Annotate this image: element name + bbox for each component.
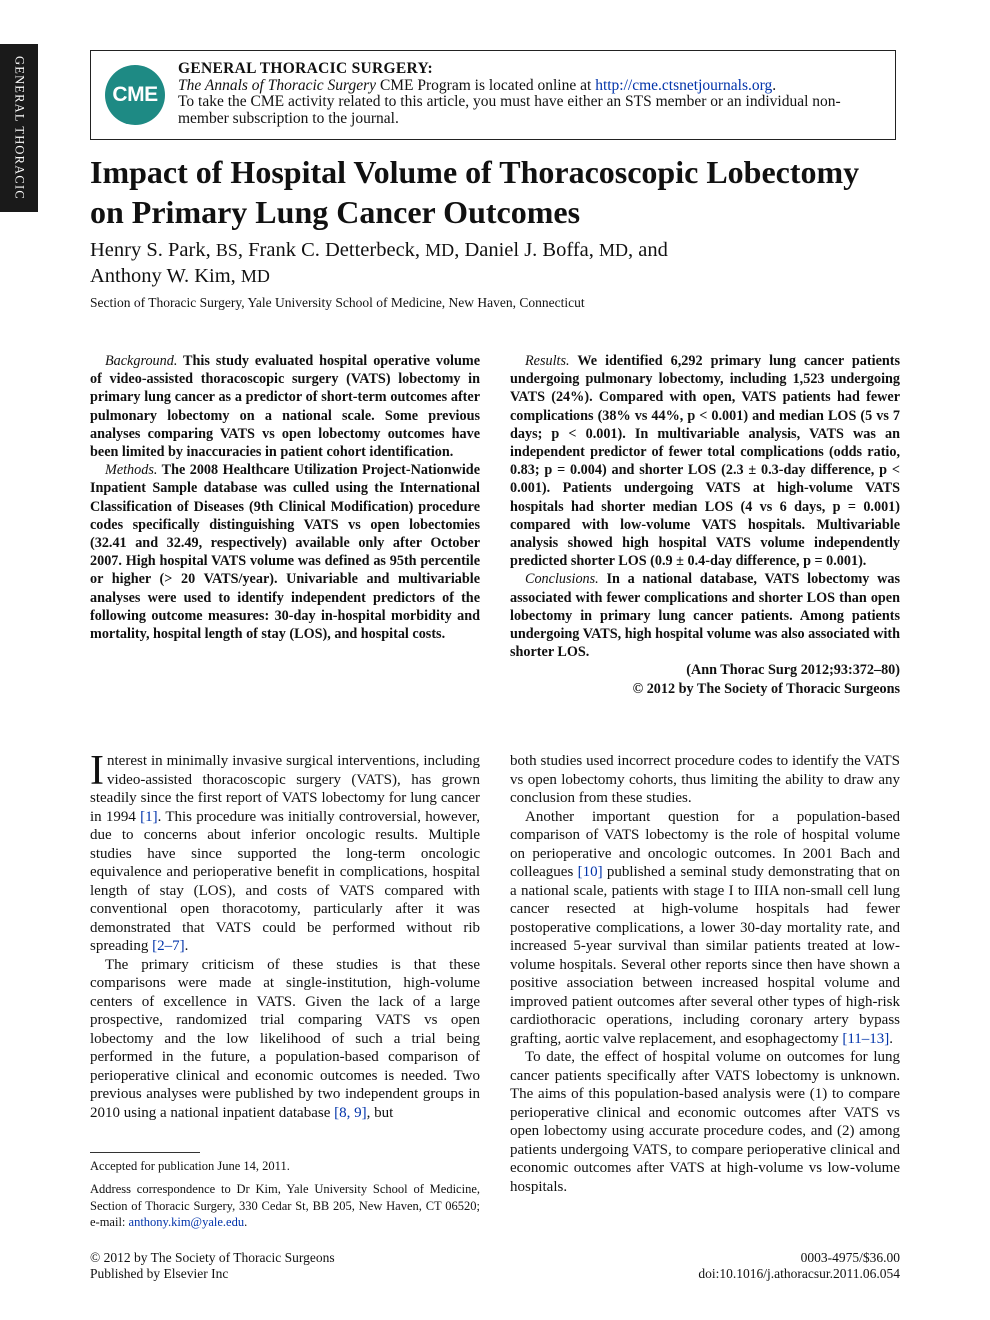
footnote-divider <box>90 1152 200 1153</box>
author-name: Frank C. Detterbeck <box>248 239 415 261</box>
cme-heading: GENERAL THORACIC SURGERY: <box>178 60 434 77</box>
body-paragraph <box>90 956 480 1123</box>
abstract-background <box>90 352 480 461</box>
abstract-text: In a national database, VATS lobectomy was associated with fewer complications and shorter LOS than open lobectomy in primary lung cancer patients. Among patients undergoing VATS, high hospital volume was also associated with shorter LOS. <box>510 571 900 661</box>
affiliation: Section of Thoracic Surgery, Yale University School of Medicine, New Haven, Connecticut <box>90 295 585 310</box>
body-text: The primary criticism of these studies is that these comparisons were made at single-institution, high-volume centers of excellence in VATS. Given the lack of a large prospective, randomized trial comparing VATS vs open lobectomy and the low likelihood of such a trial being performed in the future, a population-based comparison of perioperative clinical and economic outcomes is needed. Two previous analyses were published by two independent groups in 2010 using a national inpatient database <box>90 956 480 1121</box>
footnote-text <box>90 1181 480 1231</box>
cme-journal-name: The Annals of Thoracic Surgery <box>178 76 377 94</box>
cme-notice-text <box>178 61 884 127</box>
body-paragraph <box>510 808 900 1049</box>
body-text: published a seminal study demonstrating that on a national scale, patients with stage I to IIIA non-small cell lung cancer resected at high-volume hospitals had fewer postoperative complications, a lower 30-day mortality rate, and increased 5-year survival than similar patients treated at low-volume hospitals. Several other reports since then have shown a positive association between increased hospital volume and improved patient outcomes after several other types of high-risk cardiothoracic operations, including coronary artery bypass grafting, aortic valve replacement, and esophagectomy <box>510 864 900 1047</box>
abstract-text: This study evaluated hospital operative volume of video-assisted thoracoscopic surgery (VATS) lobectomy in primary lung cancer as a predictor of short-term outcomes after pulmonary lobectomy on a national scale. Some previous analyses comparing VATS vs open lobectomy outcomes have been limited by inaccuracies in patient cohort identification. <box>90 353 480 461</box>
author-name: Henry S. Park <box>90 239 206 261</box>
cme-line-2: To take the CME activity related to this article, you must have either an STS member or an individual non-member subscription to the journal. <box>178 93 841 127</box>
reference-link[interactable]: [1] <box>140 808 158 825</box>
body-text: , but <box>366 1104 394 1121</box>
cme-notice-box <box>90 50 896 140</box>
footer-publisher: Published by Elsevier Inc <box>90 1266 229 1281</box>
abstract-conclusions <box>510 570 900 661</box>
footer-doi: doi:10.1016/j.athoracsur.2011.06.054 <box>698 1266 900 1281</box>
abstract-right-column <box>510 352 900 698</box>
author-separator: , and <box>628 239 668 261</box>
correspondence-end: . <box>244 1215 248 1229</box>
body-text: . <box>889 1030 894 1047</box>
reference-link[interactable]: [10] <box>577 864 603 880</box>
cme-logo-icon: CME <box>105 65 165 125</box>
footer-right <box>698 1250 900 1282</box>
author-degree: MD <box>240 266 270 286</box>
cme-url-link[interactable]: http://cme.ctsnetjournals.org <box>595 76 773 94</box>
body-text: . <box>184 938 189 954</box>
body-text: nterest in minimally invasive surgical interventions, including video-assisted thoracoscopic surgery (VATS), has grown steadily since the first report of VATS lobectomy for lung cancer in 1994 <box>90 753 480 825</box>
body-right-column <box>510 752 900 1196</box>
author-name: Daniel J. Boffa <box>464 239 589 261</box>
footer-copyright: © 2012 by The Society of Thoracic Surgeons <box>90 1250 335 1265</box>
author-name: Anthony W. Kim <box>90 265 231 287</box>
abstract-label: Methods. <box>105 462 158 479</box>
section-side-tab <box>0 44 38 212</box>
abstract-text: The 2008 Healthcare Utilization Project-Nationwide Inpatient Sample database was culled using the International Classification of Diseases (9th Clinical Modification) procedure codes specifically distinguishing VATS vs open lobectomies (32.41 and 32.49, respectively) available only after October 2007. High hospital VATS volume was defined as 95th percentile or higher (> 20 VATS/year). Univariable and multivariable analyses were used to identify independent predictors of the following outcome measures: 30-day in-hospital morbidity and mortality, hospital length of stay (LOS), and hospital costs. <box>90 462 480 643</box>
footer-left <box>90 1250 335 1282</box>
abstract-copyright: © 2012 by The Society of Thoracic Surgeons <box>632 680 900 697</box>
author-separator: , <box>454 239 465 261</box>
abstract-results <box>510 352 900 570</box>
body-text: Another important question for a population-based comparison of VATS lobectomy is the role of hospital volume on perioperative and oncologic outcomes. In 2001 Bach and colleagues <box>510 808 900 880</box>
cme-line-1-text: CME Program is located online at <box>376 76 596 94</box>
cme-line-1 <box>178 78 884 95</box>
author-degree: MD <box>599 240 629 260</box>
footnote-accepted <box>90 1158 480 1175</box>
body-paragraph: both studies used incorrect procedure codes to identify the VATS vs open lobectomy cohorts, thus limiting the ability to draw any conclusion from these studies. <box>510 753 900 806</box>
body-paragraph: To date, the effect of hospital volume on outcomes for lung cancer patients specifically after VATS lobectomy is unknown. The aims of this population-based analysis were (1) to compare perioperative clinical and economic outcomes after VATS vs open lobectomy using accurate procedure codes, and (2) among patients undergoing VATS, to compare perioperative clinical and economic outcomes after VATS at high-volume vs low-volume hospitals. <box>510 1049 900 1195</box>
body-left-column <box>90 748 480 1122</box>
article-title: Impact of Hospital Volume of Thoracoscopic Lobectomy on Primary Lung Cancer Outcomes <box>90 154 860 230</box>
reference-link[interactable]: [8, 9] <box>334 1104 367 1121</box>
author-degree: MD <box>425 240 455 260</box>
footnote-text: Accepted for publication June 14, 2011. <box>90 1159 290 1173</box>
footer-issn-price: 0003-4975/$36.00 <box>800 1250 900 1265</box>
author-separator: , <box>237 239 249 261</box>
body-paragraph <box>90 748 480 956</box>
reference-link[interactable]: [11–13] <box>842 1030 890 1047</box>
body-text: . This procedure was initially controversial, however, due to concerns about inferior oncologic results. Multiple studies have since supported the long-term oncologic equivalence and perioperative benefit in complications, hospital length of stay (LOS), and costs of VATS compared with conventional open thoracotomy, particularly after it was demonstrated that VATS could be performed without rib spreading <box>90 808 480 954</box>
abstract-label: Conclusions. <box>525 571 599 588</box>
author-list: Henry S. Park, BS, Frank C. Detterbeck, MD, Daniel J. Boffa, MD, and Anthony W. Kim, MD <box>90 239 668 287</box>
abstract-label: Results. <box>525 353 570 369</box>
abstract-label: Background. <box>105 353 178 369</box>
abstract-methods <box>90 461 480 643</box>
footnote-correspondence <box>90 1181 480 1231</box>
correspondence-address: Address correspondence to Dr Kim, Yale University School of Medicine, Section of Thoracic Surgery, 330 Cedar St, BB 205, New Haven, CT 06520; e-mail: <box>90 1182 480 1229</box>
abstract-left-column <box>90 352 480 643</box>
author-degree: BS <box>215 240 238 260</box>
reference-link[interactable]: [2–7] <box>152 938 185 954</box>
section-side-tab-label: GENERAL THORACIC <box>12 56 27 200</box>
abstract-text: We identified 6,292 primary lung cancer patients undergoing pulmonary lobectomy, including 1,523 undergoing VATS (24%). Compared with open, VATS patients had fewer complications (38% vs 44%, p < 0.001) and median LOS (5 vs 7 days; p < 0.001). In multivariable analysis, VATS was an independent predictor of fewer total complications (odds ratio, 0.83; p = 0.004) and shorter LOS (2.3 ± 0.3-day difference, p < 0.001). Patients undergoing VATS at high-volume VATS hospitals had shorter median LOS (4 vs 6 days, p = 0.001) compared with low-volume VATS hospitals. Multivariable analysis showed high hospital VATS volume independently predicted shorter LOS (0.9 ± 0.4-day difference, p = 0.001). <box>510 353 900 570</box>
journal-citation: (Ann Thorac Surg 2012;93:372–80) <box>686 662 900 679</box>
drop-cap: I <box>90 748 104 794</box>
email-link[interactable]: anthony.kim@yale.edu <box>128 1215 245 1229</box>
cme-line-1-end: . <box>772 76 777 94</box>
